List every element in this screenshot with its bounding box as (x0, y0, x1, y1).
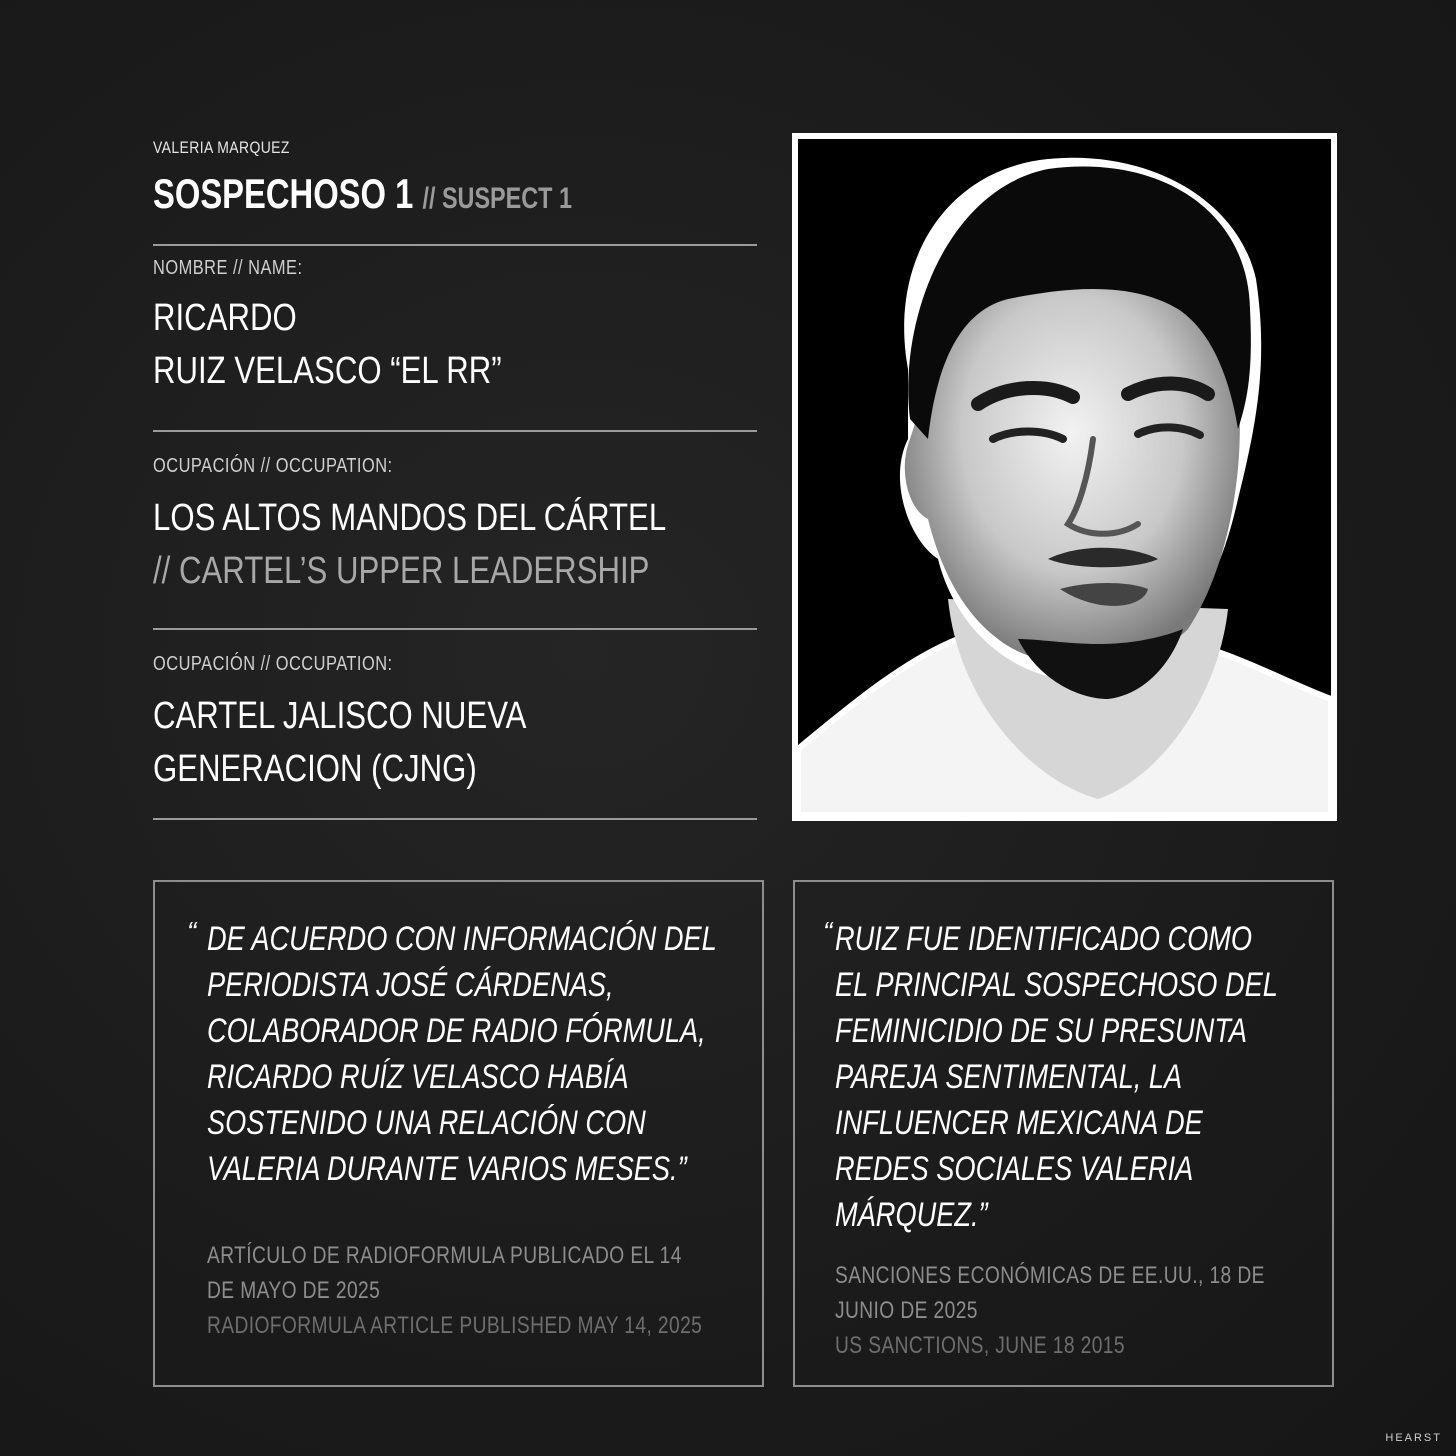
field-label-occupation: OCUPACIÓN // OCCUPATION: (153, 455, 393, 477)
quote-text: RUIZ FUE IDENTIFICADO COMO EL PRINCIPAL SOSPECHOSO DEL FEMINICIDIO DE SU PRESUNTA PAREJA SENTIMENTAL, LA INFLUENCER MEXICANA DE REDES SOCIALES VALERIA MÁRQUEZ.” (835, 920, 1278, 1234)
divider (153, 628, 757, 630)
quote-card (793, 880, 1334, 1387)
quote-source: ARTÍCULO DE RADIOFORMULA PUBLICADO EL 14 DE MAYO DE 2025 RADIOFORMULA ARTICLE PUBLISHED MAY 14, 2025 (207, 1242, 703, 1339)
field-value-name: RICARDO RUIZ VELASCO “EL RR” (153, 297, 502, 392)
page-title-translation: // SUSPECT 1 (422, 182, 572, 215)
suspect-portrait-image (798, 139, 1331, 815)
quote-text: DE ACUERDO CON INFORMACIÓN DEL PERIODISTA JOSÉ CÁRDENAS, COLABORADOR DE RADIO FÓRMULA, RICARDO RUÍZ VELASCO HABÍA SOSTENIDO UNA RELACIÓN CON VALERIA DURANTE VARIOS MESES.” (207, 920, 717, 1188)
field-value-occupation: LOS ALTOS MANDOS DEL CÁRTEL // CARTEL’S UPPER LEADERSHIP (153, 497, 667, 592)
quote-card (153, 880, 764, 1387)
suspect-photo (792, 133, 1337, 821)
field-label-name: NOMBRE // NAME: (153, 257, 303, 279)
page-title: SOSPECHOSO 1 // SUSPECT 1 (153, 170, 572, 217)
divider (153, 818, 757, 820)
field-label-organization: OCUPACIÓN // OCCUPATION: (153, 653, 393, 675)
quote-source: SANCIONES ECONÓMICAS DE EE.UU., 18 DE JUNIO DE 2025 US SANCTIONS, JUNE 18 2015 (835, 1262, 1265, 1359)
quote-open-mark: “ (823, 916, 833, 947)
byline: VALERIA MARQUEZ (153, 138, 290, 157)
field-value-occupation-translation: // CARTEL’S UPPER LEADERSHIP (153, 550, 650, 592)
divider (153, 244, 757, 246)
quote-open-mark: “ (187, 916, 197, 947)
divider (153, 430, 757, 432)
brand-logo: HEARST (1385, 1432, 1442, 1444)
field-value-organization: CARTEL JALISCO NUEVA GENERACION (CJNG) (153, 695, 527, 790)
